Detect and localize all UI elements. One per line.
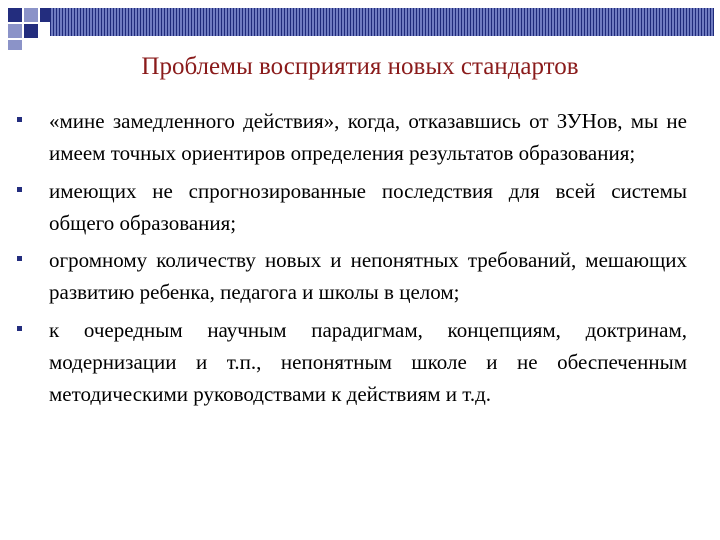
- bullet-square-icon: [17, 187, 22, 192]
- header-stripe-bar: [50, 8, 714, 36]
- list-item: [15, 244, 687, 309]
- decor-square-icon: [8, 8, 22, 22]
- bullet-square-icon: [17, 117, 22, 122]
- slide-title: Проблемы восприятия новых стандартов: [141, 53, 579, 80]
- decor-square-icon: [8, 40, 22, 50]
- list-item: [15, 175, 687, 240]
- decor-square-icon: [8, 24, 22, 38]
- list-item: [15, 105, 687, 170]
- decor-square-icon: [24, 8, 38, 22]
- bullet-text: огромному количеству новых и непонятных требований, мешающих развитию ребенка, педагога и школы в целом;: [49, 248, 687, 305]
- bullet-text: «мине замедленного действия», когда, отказавшись от ЗУНов, мы не имеем точных ориентиров определения результатов образования;: [49, 109, 687, 166]
- decor-square-icon: [40, 8, 50, 22]
- list-item: [15, 314, 687, 411]
- bullet-list: [15, 105, 687, 416]
- bullet-square-icon: [17, 326, 22, 331]
- bullet-square-icon: [17, 256, 22, 261]
- decor-square-icon: [24, 24, 38, 38]
- bullet-text: к очередным научным парадигмам, концепциям, доктринам, модернизации и т.п., непонятным школе и не обеспеченным методическими руководствами к действиям и т.д.: [49, 317, 687, 407]
- bullet-text: имеющих не спрогнозированные последствия для всей системы общего образования;: [49, 178, 687, 235]
